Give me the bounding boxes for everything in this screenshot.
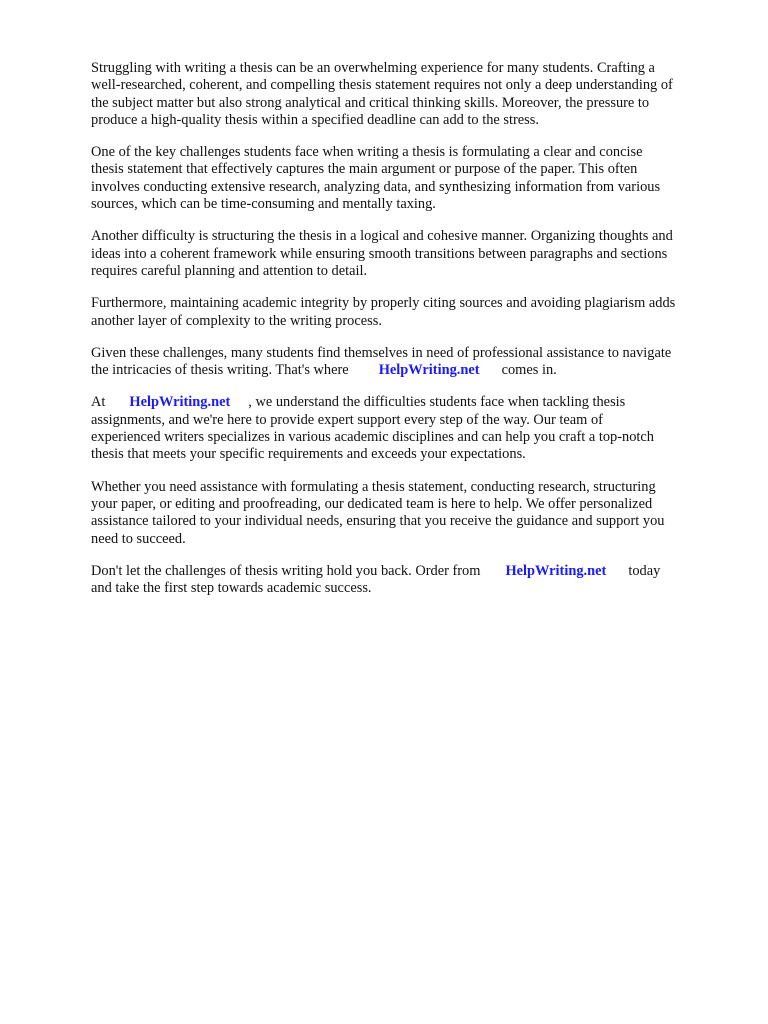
- text-line: produce a high-quality thesis within a specified deadline can add to the stress.: [91, 111, 539, 128]
- document-body: [91, 60, 723, 612]
- text-line: Furthermore, maintaining academic integrity by properly citing sources and avoiding plagiarism adds: [91, 295, 676, 312]
- text-line: ideas into a coherent framework while ensuring smooth transitions between paragraphs and sections: [91, 245, 668, 262]
- text-line: [91, 563, 723, 580]
- paragraph-integrity: [91, 295, 723, 330]
- text-line: the subject matter but also strong analytical and critical thinking skills. Moreover, the pressure to: [91, 94, 650, 111]
- text-line: One of the key challenges students face when writing a thesis is formulating a clear and concise: [91, 144, 643, 161]
- text-line: [91, 362, 723, 379]
- paragraph-structuring: [91, 228, 723, 280]
- helpwriting-link[interactable]: HelpWriting.net: [129, 394, 231, 411]
- paragraph-about: [91, 394, 723, 463]
- text-segment: today: [628, 562, 661, 579]
- text-line: requires careful planning and attention to detail.: [91, 262, 368, 279]
- paragraph-intro: [91, 60, 723, 129]
- text-line: another layer of complexity to the writing process.: [91, 312, 382, 329]
- text-line: Struggling with writing a thesis can be an overwhelming experience for many students. Crafting a: [91, 60, 655, 76]
- text-segment: , we understand the difficulties students face when tackling thesis: [248, 394, 626, 411]
- text-line: well-researched, coherent, and compelling thesis statement requires not only a deep understanding of: [91, 77, 673, 94]
- text-line: experienced writers specializes in various academic disciplines and can help you craft a top-notch: [91, 429, 655, 446]
- text-segment: the intricacies of thesis writing. That's where: [91, 362, 349, 379]
- text-segment: Don't let the challenges of thesis writing hold you back. Order from: [91, 562, 481, 579]
- text-line: and take the first step towards academic success.: [91, 580, 372, 597]
- text-line: assistance tailored to your individual needs, ensuring that you receive the guidance and support you: [91, 513, 665, 530]
- helpwriting-link[interactable]: HelpWriting.net: [378, 362, 480, 379]
- text-line: Another difficulty is structuring the thesis in a logical and cohesive manner. Organizing thoughts and: [91, 228, 673, 245]
- text-line: assignments, and we're here to provide expert support every step of the way. Our team of: [91, 411, 603, 428]
- text-line: involves conducting extensive research, analyzing data, and synthesizing information from various: [91, 178, 661, 195]
- text-line: thesis statement that effectively captures the main argument or purpose of the paper. This often: [91, 161, 638, 178]
- text-line: your paper, or editing and proofreading, our dedicated team is here to help. We offer personalized: [91, 495, 653, 512]
- text-line: Given these challenges, many students find themselves in need of professional assistance to navigate: [91, 344, 672, 361]
- paragraph-challenges: [91, 144, 723, 213]
- text-segment: At: [91, 394, 106, 411]
- text-line: thesis that meets your specific requirements and exceeds your expectations.: [91, 446, 526, 463]
- text-segment: comes in.: [501, 362, 557, 379]
- paragraph-services: [91, 479, 723, 548]
- text-line: sources, which can be time-consuming and mentally taxing.: [91, 196, 436, 213]
- text-line: need to succeed.: [91, 530, 186, 547]
- text-line: Whether you need assistance with formulating a thesis statement, conducting research, structuring: [91, 478, 656, 495]
- helpwriting-link[interactable]: HelpWriting.net: [505, 562, 607, 579]
- paragraph-cta: [91, 563, 723, 598]
- paragraph-assistance: [91, 345, 723, 380]
- text-line: [91, 394, 723, 411]
